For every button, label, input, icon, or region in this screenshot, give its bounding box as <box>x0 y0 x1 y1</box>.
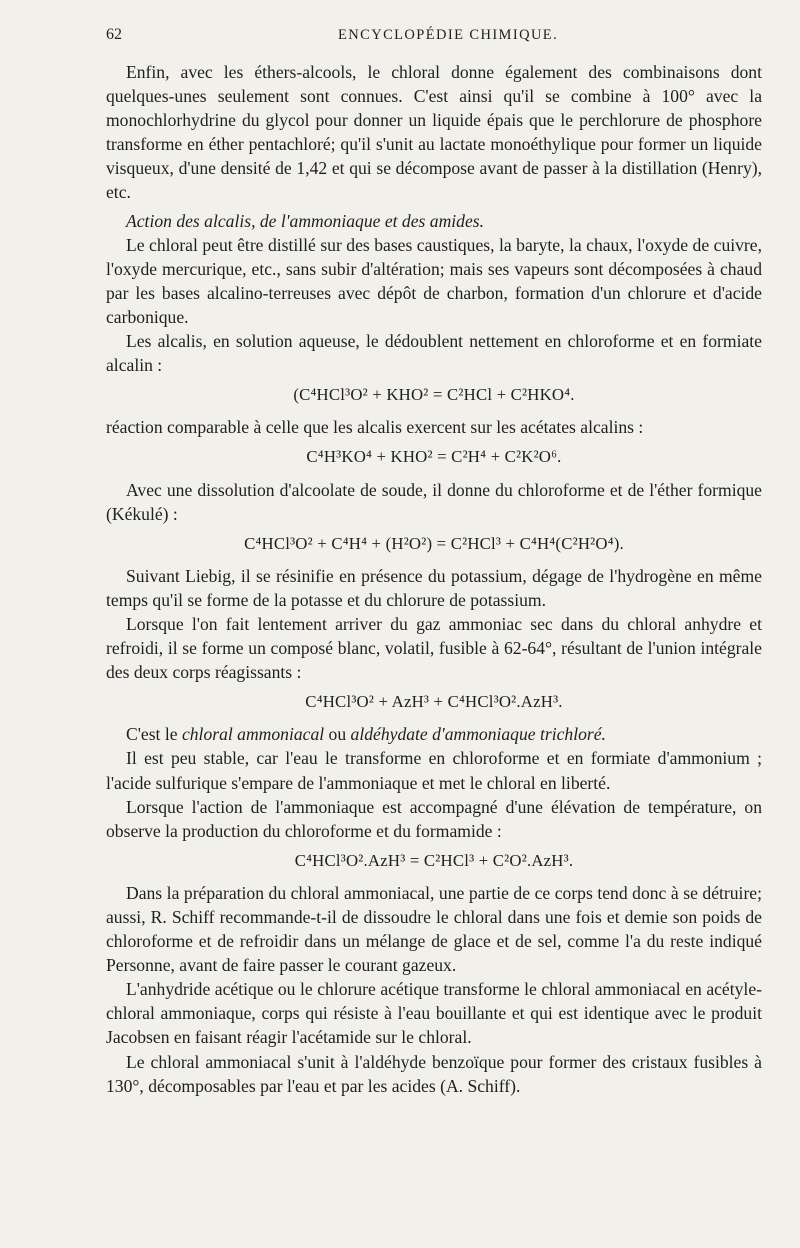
paragraph-alcoholate: Avec une dissolution d'alcoolate de soude, il donne du chloroforme et de l'éther formique (Kékulé) : <box>106 479 762 524</box>
paragraph-distillation-bases: Le chloral peut être distillé sur des bases caustiques, la baryte, la chaux, l'oxyde de cuivre, l'oxyde mercurique, etc., sans subir d'altération; mais ses vapeurs sont décomposées à chaud par les bases alcalino-terreuses avec dépôt de charbon, formation d'un chlorure et d'acide carbonique. <box>106 234 762 327</box>
formula-2: C⁴H³KO⁴ + KHO² = C²H⁴ + C²K²O⁶. <box>306 447 562 467</box>
formula-4: C⁴HCl³O² + AzH³ + C⁴HCl³O².AzH³. <box>305 692 563 712</box>
paragraph-ether-alcohols: Enfin, avec les éthers-alcools, le chloral donne également des combinaisons dont quelques-unes seulement sont connues. C'est ainsi qu'il se combine à 100° avec la monochlorhydrine du glycol pour donner un liquide épais que le perchlorure de phosphore transforme en éther pentachloré; qu'il s'unit au lactate monoéthylique pour former un liquide visqueux, d'une densité de 1,42 et qui se décompose avant de passer à la distillation (Henry), etc. <box>106 62 762 203</box>
text-run: C'est le <box>126 724 182 745</box>
paragraph-chloral-ammoniacal <box>106 722 762 746</box>
section-heading: Action des alcalis, de l'ammoniaque et des amides. <box>126 210 485 231</box>
paragraph-preparation: Dans la préparation du chloral ammoniacal, une partie de ce corps tend donc à se détruire; aussi, R. Schiff recommande-t-il de dissoudre le chloral dans une fois et demie son poids de chloroforme et de refroidir dans un mélange de glace et de sel, comme l'a du reste indiqué Personne, avant de faire passer le courant gazeux. <box>106 882 762 976</box>
paragraph-liebig: Suivant Liebig, il se résinifie en présence du potassium, dégage de l'hydrogène en même temps qu'il se forme de la potasse et du chlorure de potassium. <box>106 565 762 610</box>
page-body <box>106 60 762 1098</box>
formula-1: (C⁴HCl³O² + KHO² = C²HCl + C²HKO⁴. <box>293 385 575 405</box>
paragraph-acetates: réaction comparable à celle que les alcalis exercent sur les acétates alcalins : <box>106 417 644 438</box>
paragraph-ammonia-gas: Lorsque l'on fait lentement arriver du gaz ammoniac sec dans du chloral anhydre et refroidi, il se forme un composé blanc, volatil, fusible à 62-64°, résultant de l'union intégrale des deux corps réagissants : <box>106 613 762 683</box>
paragraph-alkalis: Les alcalis, en solution aqueuse, le dédoublent nettement en chloroforme et en formiate alcalin : <box>106 331 762 376</box>
formula-5: C⁴HCl³O².AzH³ = C²HCl³ + C²O².AzH³. <box>294 850 574 870</box>
text-run: ou <box>324 724 351 745</box>
page-number: 62 <box>106 26 122 43</box>
paragraph-stability: Il est peu stable, car l'eau le transforme en chloroforme et en formiate d'ammonium ; l'acide sulfurique s'empare de l'ammoniaque et met le chloral en liberté. <box>106 748 762 793</box>
term-aldehydate: aldéhydate d'ammoniaque trichloré. <box>350 724 606 745</box>
running-title: ENCYCLOPÉDIE CHIMIQUE. <box>338 27 559 43</box>
paragraph-benzoic: Le chloral ammoniacal s'unit à l'aldéhyde benzoïque pour former des cristaux fusibles à 130°, décomposables par l'eau et par les acides (A. Schiff). <box>106 1051 762 1096</box>
paragraph-anhydride: L'anhydride acétique ou le chlorure acétique transforme le chloral ammoniacal en acétyle-chloral ammoniaque, corps qui résiste à l'eau bouillante et qui est identique avec le produit Jacobsen en faisant réagir l'acétamide sur le chloral. <box>106 979 762 1048</box>
page-header <box>106 26 756 50</box>
formula-3: C⁴HCl³O² + C⁴H⁴ + (H²O²) = C²HCl³ + C⁴H⁴(C²H²O⁴). <box>244 533 624 553</box>
paragraph-temperature: Lorsque l'action de l'ammoniaque est accompagné d'une élévation de température, on observe la production du chloroforme et du formamide : <box>106 796 762 841</box>
term-chloral-ammoniacal: chloral ammoniacal <box>181 724 325 745</box>
